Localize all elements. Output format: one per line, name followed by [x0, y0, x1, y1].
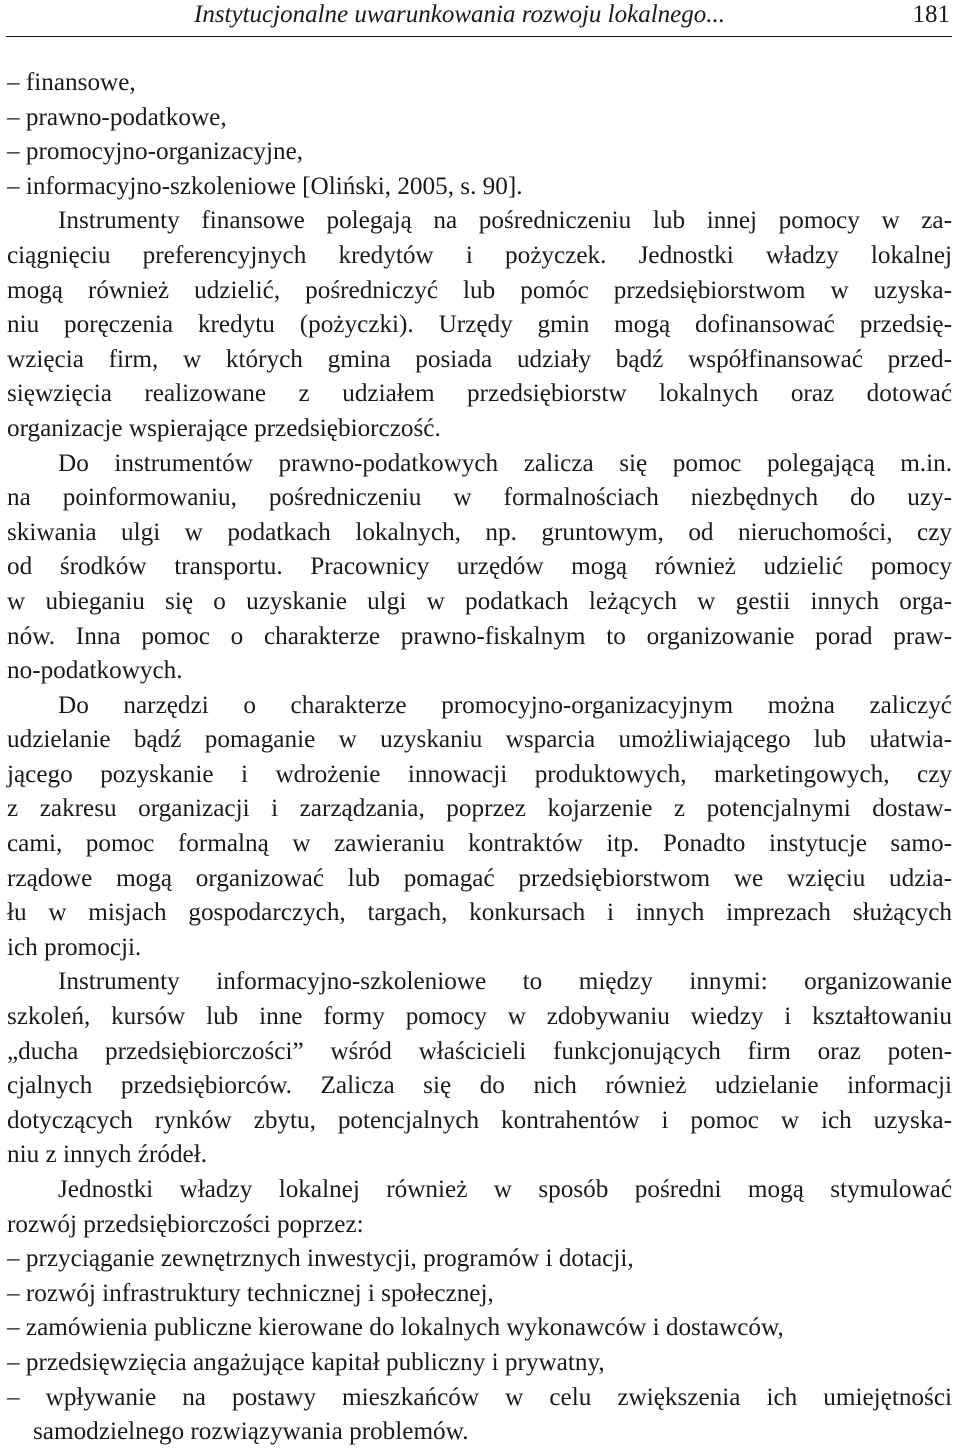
text-line: – przyciąganie zewnętrznych inwestycji, programów i dotacji,	[7, 1245, 634, 1273]
text-line: na poinformowaniu, pośredniczeniu w formalnościach niezbędnych do uzy-	[7, 484, 952, 512]
text-line: ciągnięciu preferencyjnych kredytów i pożyczek. Jednostki władzy lokalnej	[7, 241, 952, 269]
text-line: – promocyjno-organizacyjne,	[7, 138, 304, 166]
text-line: – zamówienia publiczne kierowane do lokalnych wykonawców i dostawców,	[7, 1314, 784, 1342]
text-line: Instrumenty finansowe polegają na pośredniczeniu lub innej pomocy w za-	[58, 207, 952, 235]
text-line: dotyczących rynków zbytu, potencjalnych kontrahentów i pomoc w ich uzyska-	[7, 1106, 952, 1134]
text-line: cjalnych przedsiębiorców. Zalicza się do nich również udzielanie informacji	[7, 1072, 952, 1100]
text-line: organizacje wspierające przedsiębiorczość.	[7, 414, 441, 442]
running-header	[6, 0, 952, 37]
text-line: z zakresu organizacji i zarządzania, poprzez kojarzenie z potencjalnymi dostaw-	[7, 795, 952, 823]
text-line: rządowe mogą organizować lub pomagać przedsiębiorstwom we wzięciu udzia-	[7, 864, 952, 892]
text-line: no-podatkowych.	[7, 657, 183, 685]
text-line: Do narzędzi o charakterze promocyjno-organizacyjnym można zaliczyć	[58, 691, 952, 719]
header-title: Instytucjonalne uwarunkowania rozwoju lokalnego...	[194, 1, 725, 28]
text-line: – finansowe,	[7, 69, 136, 96]
text-line: skiwania ulgi w podatkach lokalnych, np. gruntowym, od nieruchomości, czy	[7, 518, 952, 546]
text-line: łu w misjach gospodarczych, targach, konkursach i innych imprezach służących	[7, 899, 952, 927]
text-line: niu poręczenia kredytu (pożyczki). Urzędy gmin mogą dofinansować przedsię-	[7, 311, 952, 339]
text-line: Do instrumentów prawno-podatkowych zalicza się pomoc polegającą m.in.	[58, 449, 952, 477]
text-line: sięwzięcia realizowane z udziałem przedsiębiorstw lokalnych oraz dotować	[7, 380, 952, 408]
text-line: Jednostki władzy lokalnej również w sposób pośredni mogą stymulować	[58, 1176, 952, 1203]
text-line: w ubieganiu się o uzyskanie ulgi w podatkach leżących w gestii innych orga-	[7, 587, 952, 615]
text-line: cami, pomoc formalną w zawieraniu kontraktów itp. Ponadto instytucje samo-	[7, 830, 952, 858]
text-line: mogą również udzielić, pośredniczyć lub pomóc przedsiębiorstwom w uzyska-	[7, 276, 952, 304]
text-line: – rozwój infrastruktury technicznej i społecznej,	[7, 1279, 494, 1307]
text-line: – informacyjno-szkoleniowe [Oliński, 2005, s. 90].	[7, 172, 523, 200]
text-line: samodzielnego rozwiązywania problemów.	[33, 1418, 469, 1446]
text-line: „ducha przedsiębiorczości” wśród właścicieli funkcjonujących firm oraz poten-	[7, 1037, 952, 1065]
text-line: szkoleń, kursów lub inne formy pomocy w zdobywaniu wiedzy i kształtowaniu	[7, 1003, 952, 1031]
text-line: jącego pozyskanie i wdrożenie innowacji produktowych, marketingowych, czy	[7, 760, 952, 788]
text-line: niu z innych źródeł.	[7, 1141, 208, 1169]
text-line: – przedsięwzięcia angażujące kapitał publiczny i prywatny,	[7, 1348, 605, 1376]
text-line: od środków transportu. Pracownicy urzędów mogą również udzielić pomocy	[7, 553, 952, 581]
text-line: nów. Inna pomoc o charakterze prawno-fiskalnym to organizowanie porad praw-	[7, 622, 952, 650]
text-line: wzięcia firm, w których gmina posiada udziały bądź współfinansować przed-	[7, 345, 952, 373]
document-body	[7, 66, 952, 1450]
text-line: – wpływanie na postawy mieszkańców w celu zwiększenia ich umiejętności	[7, 1383, 952, 1411]
text-line: – prawno-podatkowe,	[7, 103, 227, 131]
text-line: rozwój przedsiębiorczości poprzez:	[7, 1210, 364, 1238]
text-line: ich promocji.	[7, 933, 142, 961]
page-number: 181	[912, 1, 950, 28]
text-line: Instrumenty informacyjno-szkoleniowe to między innymi: organizowanie	[58, 968, 952, 996]
text-line: udzielanie bądź pomaganie w uzyskaniu wsparcia umożliwiającego lub ułatwia-	[7, 726, 952, 754]
